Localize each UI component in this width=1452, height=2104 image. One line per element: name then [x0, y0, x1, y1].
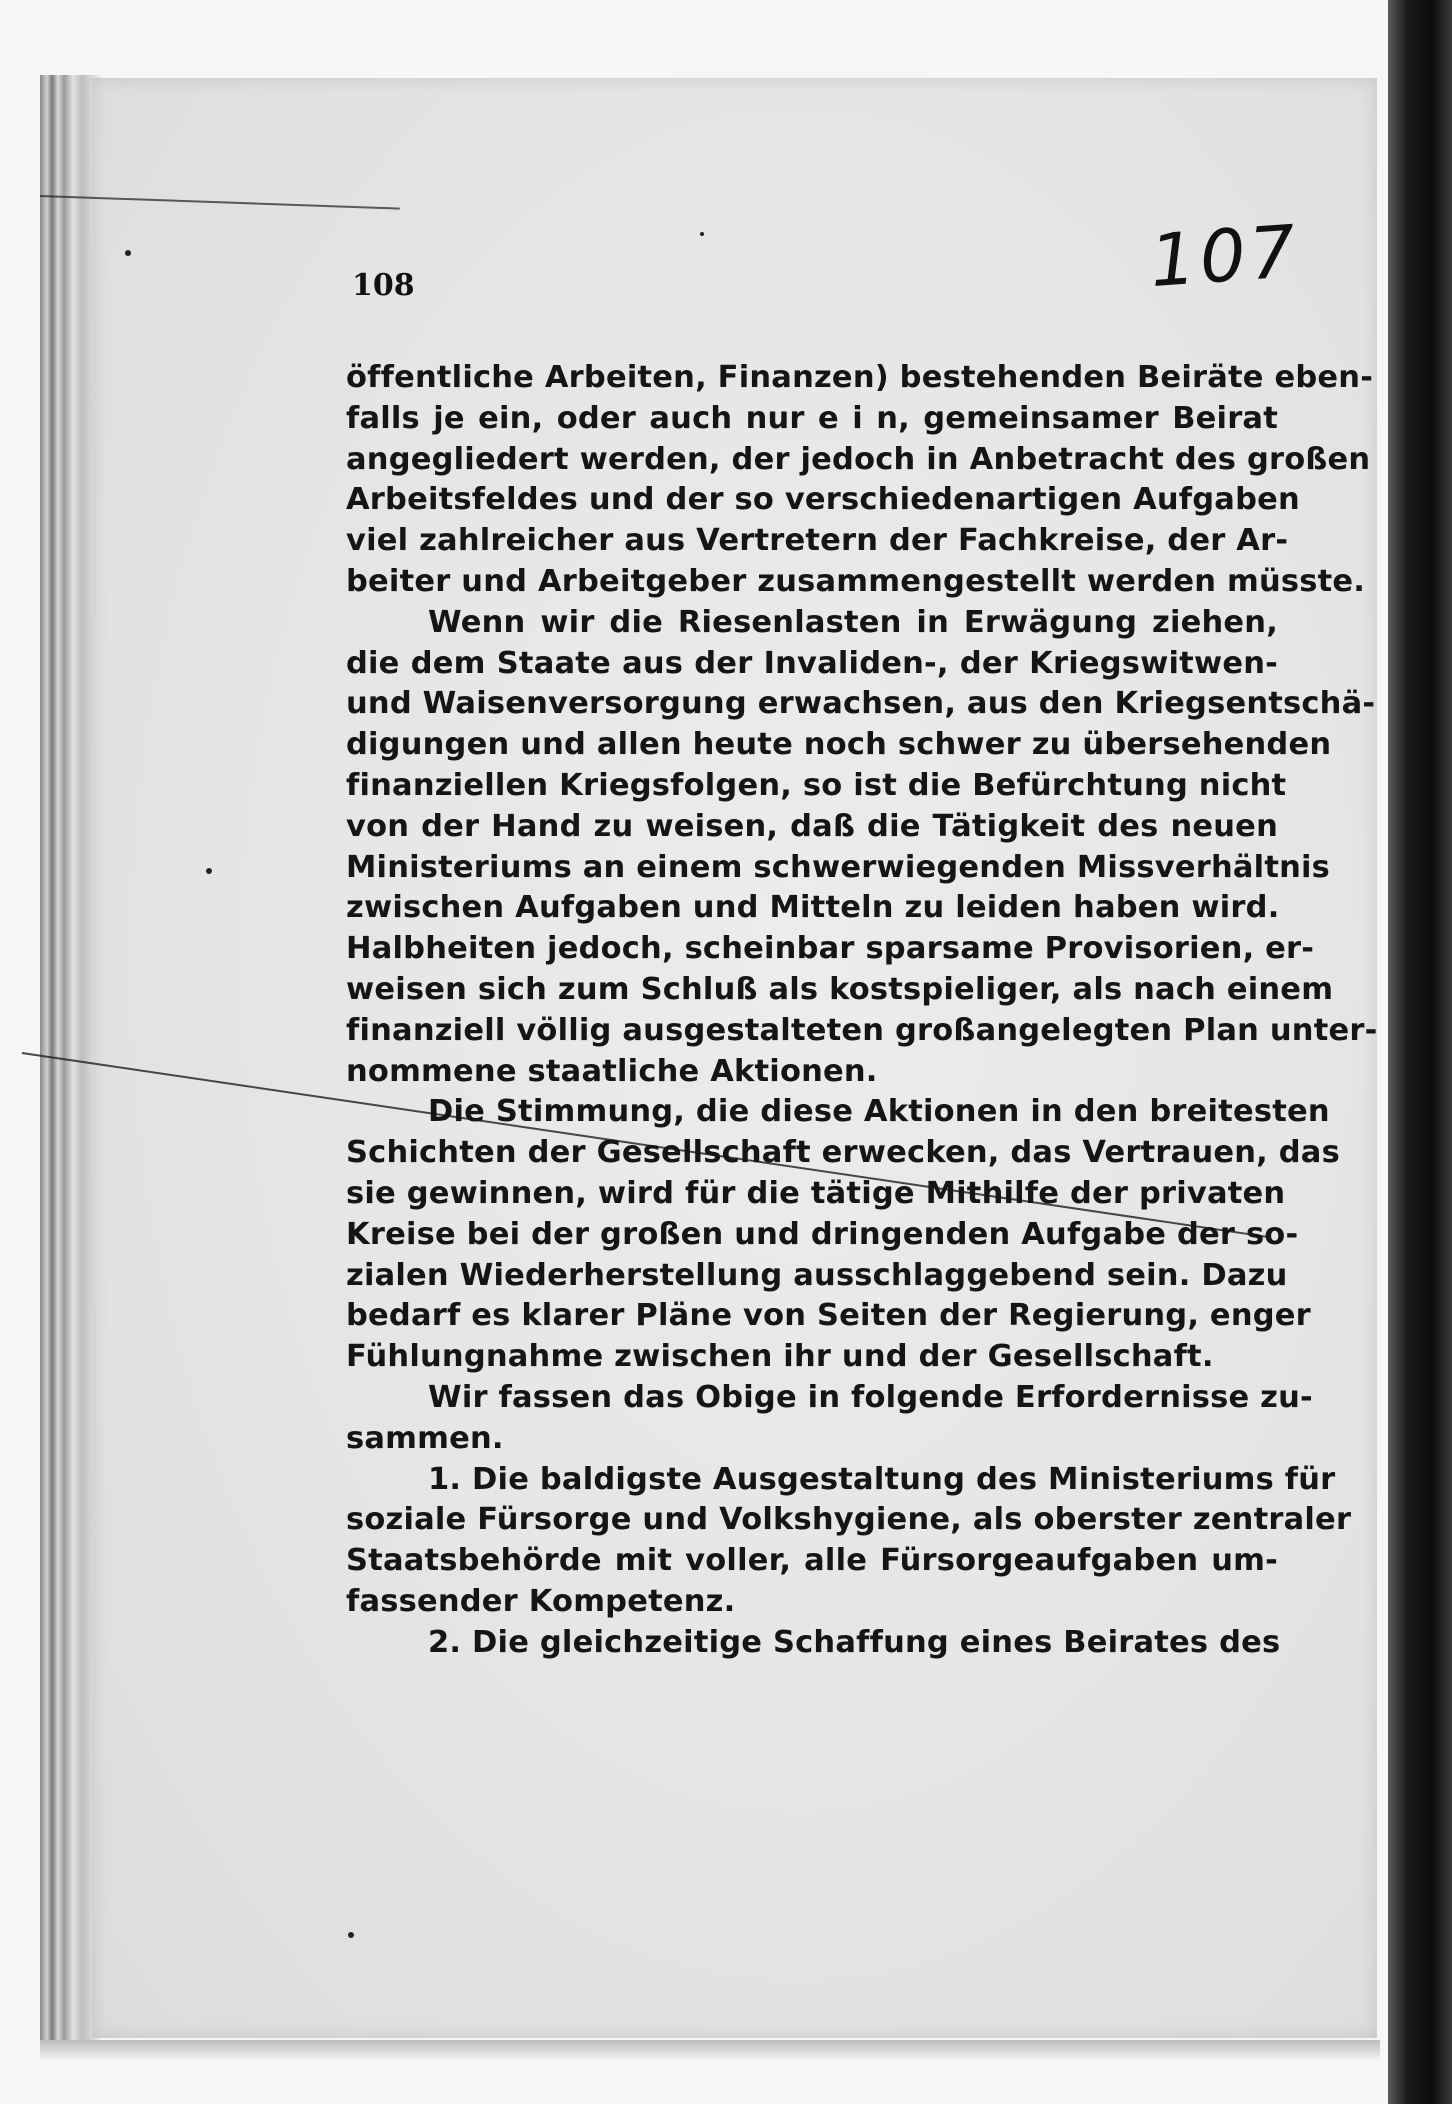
text-line: und Waisenversorgung erwachsen, aus den Kriegsentschä- — [346, 686, 1376, 722]
text-line: Die Stimmung, die diese Aktionen in den breitesten — [428, 1094, 1330, 1130]
text-line: 2. Die gleichzeitige Schaffung eines Beirates des — [428, 1624, 1281, 1660]
text-line: Halbheiten jedoch, scheinbar sparsame Provisorien, er- — [346, 931, 1315, 967]
text-line: nommene staatliche Aktionen. — [346, 1053, 878, 1089]
text-line: zialen Wiederherstellung ausschlaggebend sein. Dazu — [346, 1257, 1288, 1293]
text-line: öffentliche Arbeiten, Finanzen) bestehenden Beiräte eben- — [346, 360, 1374, 395]
film-speck — [700, 232, 704, 236]
text-line: finanziellen Kriegsfolgen, so ist die Befürchtung nicht — [346, 767, 1287, 803]
handwritten-archive-number: 107 — [1147, 208, 1303, 304]
text-line: zwischen Aufgaben und Mitteln zu leiden haben wird. — [346, 890, 1280, 926]
page-bottom-shadow — [40, 2040, 1380, 2060]
body-text — [346, 358, 1378, 1664]
text-line: Kreise bei der großen und dringenden Aufgabe der so- — [346, 1216, 1299, 1252]
film-border-right — [1388, 0, 1452, 2104]
text-line: soziale Fürsorge und Volkshygiene, als oberster zentraler — [346, 1502, 1352, 1538]
text-line: fassender Kompetenz. — [346, 1583, 736, 1619]
page-number: 108 — [352, 268, 415, 303]
text-line: Fühlungnahme zwischen ihr und der Gesellschaft. — [346, 1339, 1214, 1375]
text-line: sie gewinnen, wird für die tätige Mithilfe der privaten — [346, 1175, 1286, 1211]
text-line: Ministeriums an einem schwerwiegenden Missverhältnis — [346, 849, 1331, 885]
text-line: von der Hand zu weisen, daß die Tätigkeit des neuen — [346, 808, 1278, 844]
text-line: falls je ein, oder auch nur e i n, gemeinsamer Beirat — [346, 400, 1278, 436]
text-line: sammen. — [346, 1420, 504, 1456]
text-line: weisen sich zum Schluß als kostspieliger, als nach einem — [346, 971, 1334, 1007]
text-line: Arbeitsfeldes und der so verschiedenartigen Aufgaben — [346, 482, 1300, 518]
film-speck — [206, 868, 212, 874]
text-line: Schichten der Gesellschaft erwecken, das Vertrauen, das — [346, 1135, 1340, 1171]
text-line: angegliedert werden, der jedoch in Anbetracht des großen — [346, 441, 1371, 477]
film-speck — [348, 1932, 354, 1938]
text-line: Wenn wir die Riesenlasten in Erwägung ziehen, — [428, 604, 1278, 640]
text-line: viel zahlreicher aus Vertretern der Fachkreise, der Ar- — [346, 523, 1289, 559]
text-line: Staatsbehörde mit voller, alle Fürsorgeaufgaben um- — [346, 1543, 1278, 1579]
text-line: 1. Die baldigste Ausgestaltung des Ministeriums für — [428, 1461, 1336, 1497]
text-line: digungen und allen heute noch schwer zu übersehenden — [346, 727, 1332, 763]
text-line: beiter und Arbeitgeber zusammengestellt werden müsste. — [346, 563, 1366, 599]
text-line: finanziell völlig ausgestalteten großangelegten Plan unter- — [346, 1012, 1378, 1048]
text-line: die dem Staate aus der Invaliden-, der Kriegswitwen- — [346, 645, 1278, 681]
text-line: Wir fassen das Obige in folgende Erfordernisse zu- — [428, 1379, 1313, 1415]
text-line: bedarf es klarer Pläne von Seiten der Regierung, enger — [346, 1298, 1311, 1334]
film-speck — [125, 250, 131, 256]
